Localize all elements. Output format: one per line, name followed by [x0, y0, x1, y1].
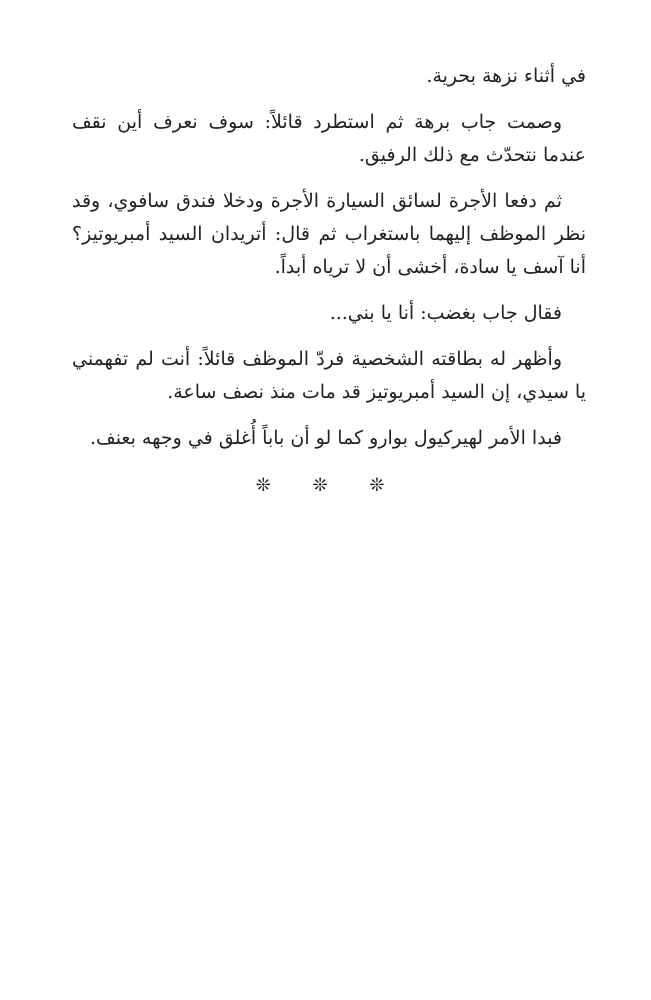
paragraph-3: ثم دفعا الأجرة لسائق السيارة الأجرة ودخلا فندق سافوي، وقد نظر الموظف إليهما باستغراب ثم قال: أتريدان السيد أمبريوتيز؟ أنا آسف يا سادة، أخشى أن لا ترياه أبداً. — [72, 190, 586, 278]
paragraph-6: فبدا الأمر لهيركيول بوارو كما لو أن باباً أُغلق في وجهه بعنف. — [89, 427, 562, 449]
paragraph-4: فقال جاب بغضب: أنا يا بني... — [329, 302, 562, 324]
paragraph-5: وأظهر له بطاقته الشخصية فردّ الموظف قائلاً: أنت لم تفهمني يا سيدي، إن السيد أمبريوتيز قد مات منذ نصف ساعة. — [72, 348, 586, 403]
section-separator: ❊ ❊ ❊ — [255, 475, 403, 496]
document-page — [72, 60, 586, 502]
paragraph-1: في أثناء نزهة بحرية. — [426, 65, 586, 87]
paragraph-2: وصمت جاب برهة ثم استطرد قائلاً: سوف نعرف أين نقف عندما نتحدّث مع ذلك الرفيق. — [72, 111, 586, 166]
